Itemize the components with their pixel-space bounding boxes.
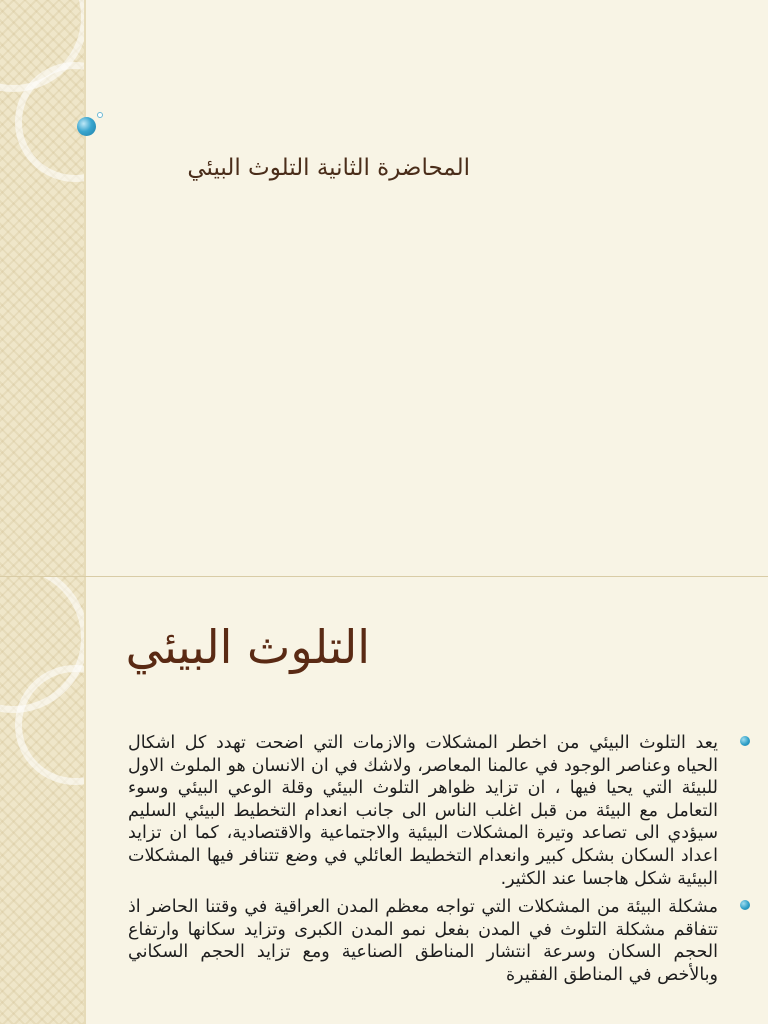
- bullet-dot-icon: [740, 900, 750, 910]
- bullet-text: يعد التلوث البيئي من اخطر المشكلات والازمات التي اضحت تهدد كل اشكال الحياه وعناصر الوجود في عالمنا المعاصر، ولاشك في ان الانسان هو الملوث الاول للبيئة التي يحيا فيها ، ان تزايد ظواهر التلوث البيئي وقلة الوعي البيئي وسوء التعامل مع البيئة من قبل اغلب الناس الى جانب انعدام التخطيط البيئي السليم سيؤدي الى تصاعد وتيرة المشكلات البيئية والاجتماعية والاقتصادية، كما ان تزايد اعداد السكان بشكل كبير وانعدام التخطيط العائلي في وضع تتنافر فيها المشكلات البيئية شكل هاجسا عند الكثير.: [128, 733, 718, 889]
- bullet-item: [128, 732, 753, 890]
- bullet-item: [128, 896, 753, 986]
- bullet-text: مشكلة البيئة من المشكلات التي تواجه معظم المدن العراقية في وقتنا الحاضر اذ تتفاقم مشكلة التلوث في المدن بفعل نمو المدن الكبرى وتزايد سكانها وارتفاع الحجم السكان وسرعة انتشار المناطق الصناعية ومع تزايد الحجم السكاني وبالأخص في المناطق الفقيرة: [128, 897, 718, 985]
- blue-dot-icon: [77, 117, 96, 136]
- slide-title: التلوث البيئي: [125, 620, 370, 674]
- decorative-strip-bottom: [0, 577, 86, 1024]
- slide-divider: [0, 576, 768, 577]
- small-circle-icon: [97, 112, 103, 118]
- bullet-dot-icon: [740, 736, 750, 746]
- bullet-list: [128, 732, 753, 993]
- decorative-strip-top: [0, 0, 86, 576]
- lecture-title: المحاضرة الثانية التلوث البيئي: [187, 155, 470, 181]
